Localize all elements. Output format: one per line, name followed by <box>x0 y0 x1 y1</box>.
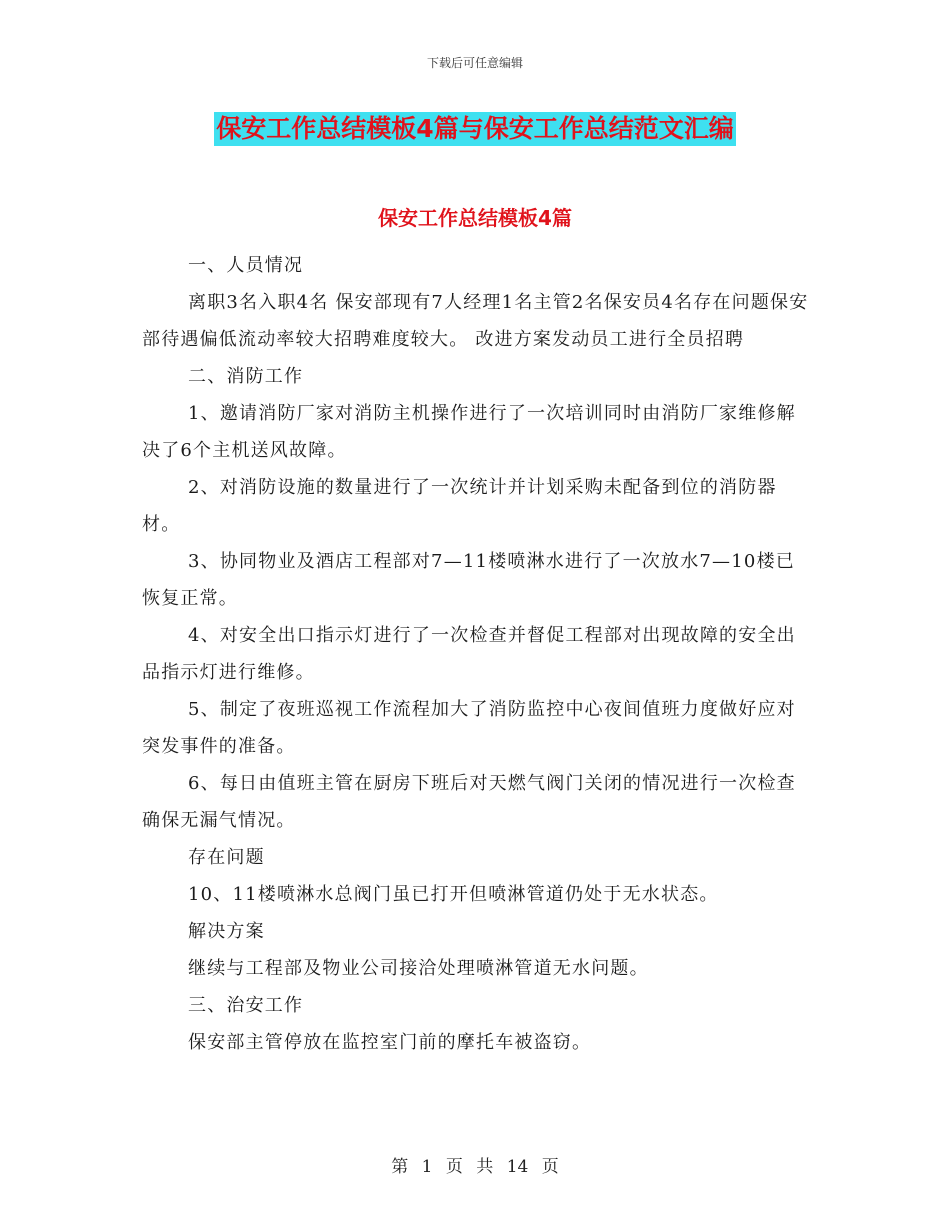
paragraph-fire-item-2: 2、对消防设施的数量进行了一次统计并计划采购未配备到位的消防器材。 <box>142 477 777 535</box>
document-title: 保安工作总结模板4篇与保安工作总结范文汇编 <box>214 112 735 146</box>
section-title: 保安工作总结模板4篇 <box>378 206 572 230</box>
paragraph-fire-item-6: 6、每日由值班主管在厨房下班后对天燃气阀门关闭的情况进行一次检查确保无漏气情况。 <box>142 773 796 831</box>
heading-security: 三、治安工作 <box>188 995 304 1016</box>
heading-fire-safety: 二、消防工作 <box>188 366 304 387</box>
paragraph-problem: 10、11楼喷淋水总阀门虽已打开但喷淋管道仍处于无水状态。 <box>188 884 719 905</box>
paragraph-fire-item-3: 3、协同物业及酒店工程部对7—11楼喷淋水进行了一次放水7—10楼已恢复正常。 <box>142 551 795 609</box>
document-title-container <box>0 112 950 146</box>
paragraph-fire-item-4: 4、对安全出口指示灯进行了一次检查并督促工程部对出现故障的安全出品指示灯进行维修。 <box>142 625 796 683</box>
document-body <box>142 247 810 1061</box>
paragraph-fire-item-5: 5、制定了夜班巡视工作流程加大了消防监控中心夜间值班力度做好应对突发事件的准备。 <box>142 699 796 757</box>
heading-solution: 解决方案 <box>188 921 265 942</box>
heading-existing-problems: 存在问题 <box>188 847 265 868</box>
page-number-footer: 第 1 页 共 14 页 <box>391 1157 559 1177</box>
paragraph-fire-item-1: 1、邀请消防厂家对消防主机操作进行了一次培训同时由消防厂家维修解决了6个主机送风故障。 <box>142 403 796 461</box>
paragraph-personnel: 离职3名入职4名 保安部现有7人经理1名主管2名保安员4名存在问题保安部待遇偏低流动率较大招聘难度较大。 改进方案发动员工进行全员招聘 <box>142 292 809 350</box>
heading-personnel: 一、人员情况 <box>188 255 304 276</box>
paragraph-security: 保安部主管停放在监控室门前的摩托车被盗窃。 <box>188 1032 592 1053</box>
header-note: 下载后可任意编辑 <box>426 56 523 70</box>
paragraph-solution: 继续与工程部及物业公司接洽处理喷淋管道无水问题。 <box>188 958 649 979</box>
